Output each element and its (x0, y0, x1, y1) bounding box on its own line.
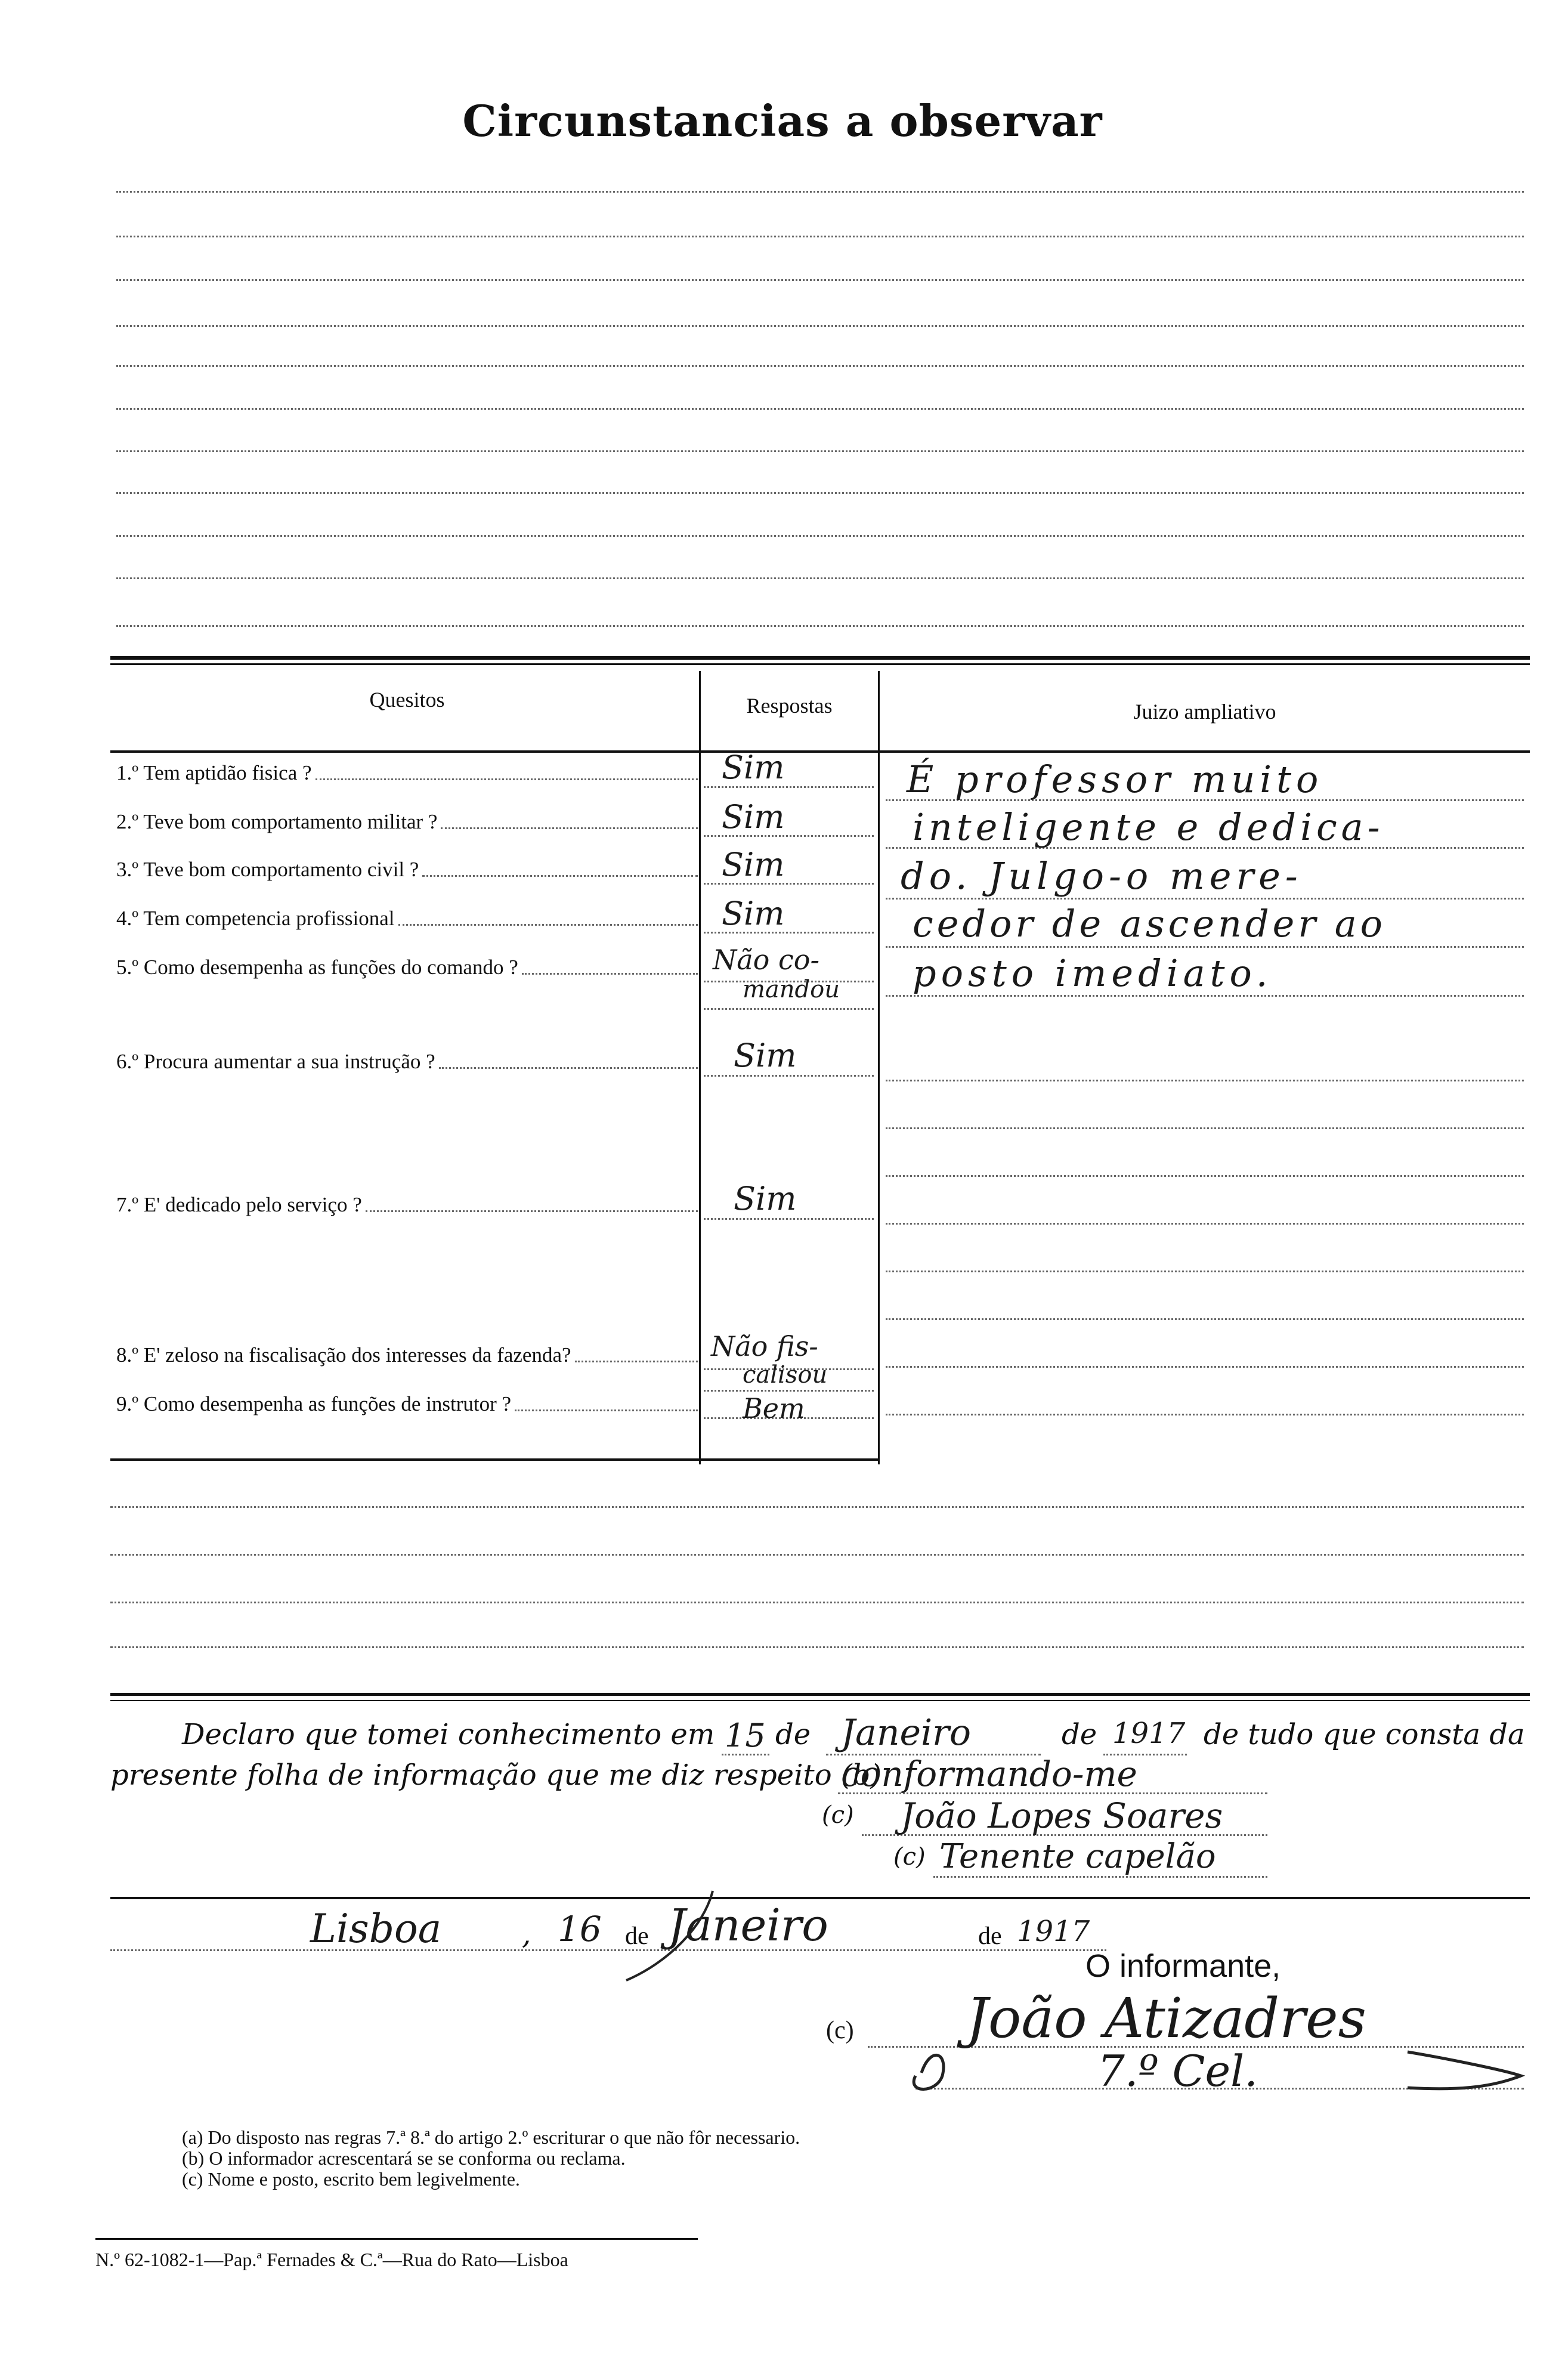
declaration-name: João Lopes Soares (901, 1795, 1223, 1836)
answer-handwritten: Sim (734, 1180, 797, 1217)
declaration-day: 15 (725, 1717, 766, 1754)
question-label: 5.º Como desempenha as funções do comando ? (116, 956, 518, 979)
imprint-rule (95, 2238, 698, 2240)
answer-handwritten: Não fis- (711, 1330, 818, 1362)
footnote: (a) Do disposto nas regras 7.ª 8.ª do artigo 2.º escriturar o que não fôr necessario. (182, 2126, 800, 2148)
question-label: 8.º E' zeloso na fiscalisação dos interesses da fazenda? (116, 1343, 571, 1367)
question-label: 7.º E' dedicado pelo serviço ? (116, 1193, 362, 1216)
printer-imprint: N.º 62-1082-1—Pap.ª Fernades & C.ª—Rua do Rato—Lisboa (95, 2249, 568, 2270)
footnote: (c) Nome e posto, escrito bem legivelmente. (182, 2168, 520, 2190)
informant-rank: 7.º Cel. (1097, 2046, 1258, 2096)
question-label: 6.º Procura aumentar a sua instrução ? (116, 1050, 435, 1073)
answer-handwritten: Bem (743, 1392, 805, 1424)
declaration-year: 1917 (1112, 1717, 1186, 1750)
declaration-text: de (1062, 1718, 1097, 1751)
place-month: Janeiro (668, 1900, 828, 1951)
answer-handwritten: Não co- (713, 944, 819, 976)
header-judgment: Juizo ampliativo (1133, 700, 1276, 724)
declaration-conformity: conformando-me (841, 1754, 1137, 1794)
declaration-month: Janeiro (841, 1712, 971, 1754)
judgment-handwritten: É professor muito (907, 758, 1323, 801)
place-day: 16 (558, 1909, 602, 1949)
declaration-text: de (775, 1718, 811, 1751)
header-questions: Quesitos (369, 688, 445, 712)
answer-handwritten: Sim (722, 895, 785, 932)
answer-handwritten: Sim (722, 798, 785, 836)
declaration-text: Declaro que tomei conhecimento em (182, 1718, 715, 1751)
c-marker: (c) (893, 1843, 926, 1871)
judgment-handwritten: do. Julgo-o mere- (901, 854, 1303, 898)
judgment-handwritten: posto imediato. (913, 951, 1273, 995)
answer-handwritten-cont: calisou (743, 1361, 828, 1389)
place: Lisboa (310, 1906, 442, 1952)
de-text: de (978, 1922, 1002, 1950)
question-label: 3.º Teve bom comportamento civil ? (116, 858, 419, 881)
judgment-handwritten: inteligente e dedica- (913, 805, 1384, 849)
header-answers: Respostas (746, 694, 833, 718)
place-year: 1917 (1017, 1915, 1090, 1948)
answer-handwritten: Sim (734, 1037, 797, 1074)
question-label: 9.º Como desempenha as funções de instrutor ? (116, 1392, 512, 1415)
declaration-rank: Tenente capelão (939, 1837, 1216, 1876)
declaration-text: presente folha de informação que me diz respeito (b) (110, 1758, 882, 1792)
de-text: de (625, 1922, 649, 1950)
question-label: 1.º Tem aptidão fisica ? (116, 761, 312, 784)
comma: , (522, 1918, 531, 1951)
c-marker: (c) (826, 2017, 854, 2044)
page-title: Circunstancias a observar (462, 95, 1103, 146)
answer-handwritten-cont: mandou (743, 976, 840, 1003)
informant-label: O informante, (1085, 1948, 1281, 1984)
answer-handwritten: Sim (722, 749, 785, 786)
answer-handwritten: Sim (722, 846, 785, 883)
footnote: (b) O informador acrescentará se se conforma ou reclama. (182, 2147, 626, 2169)
informant-signature: João Atizadres (966, 1986, 1366, 2050)
question-label: 2.º Teve bom comportamento militar ? (116, 810, 438, 833)
declaration-text: de tudo que consta da (1204, 1718, 1525, 1751)
judgment-handwritten: cedor de ascender ao (913, 902, 1387, 945)
c-marker: (c) (822, 1801, 854, 1829)
question-label: 4.º Tem competencia profissional (116, 907, 395, 930)
